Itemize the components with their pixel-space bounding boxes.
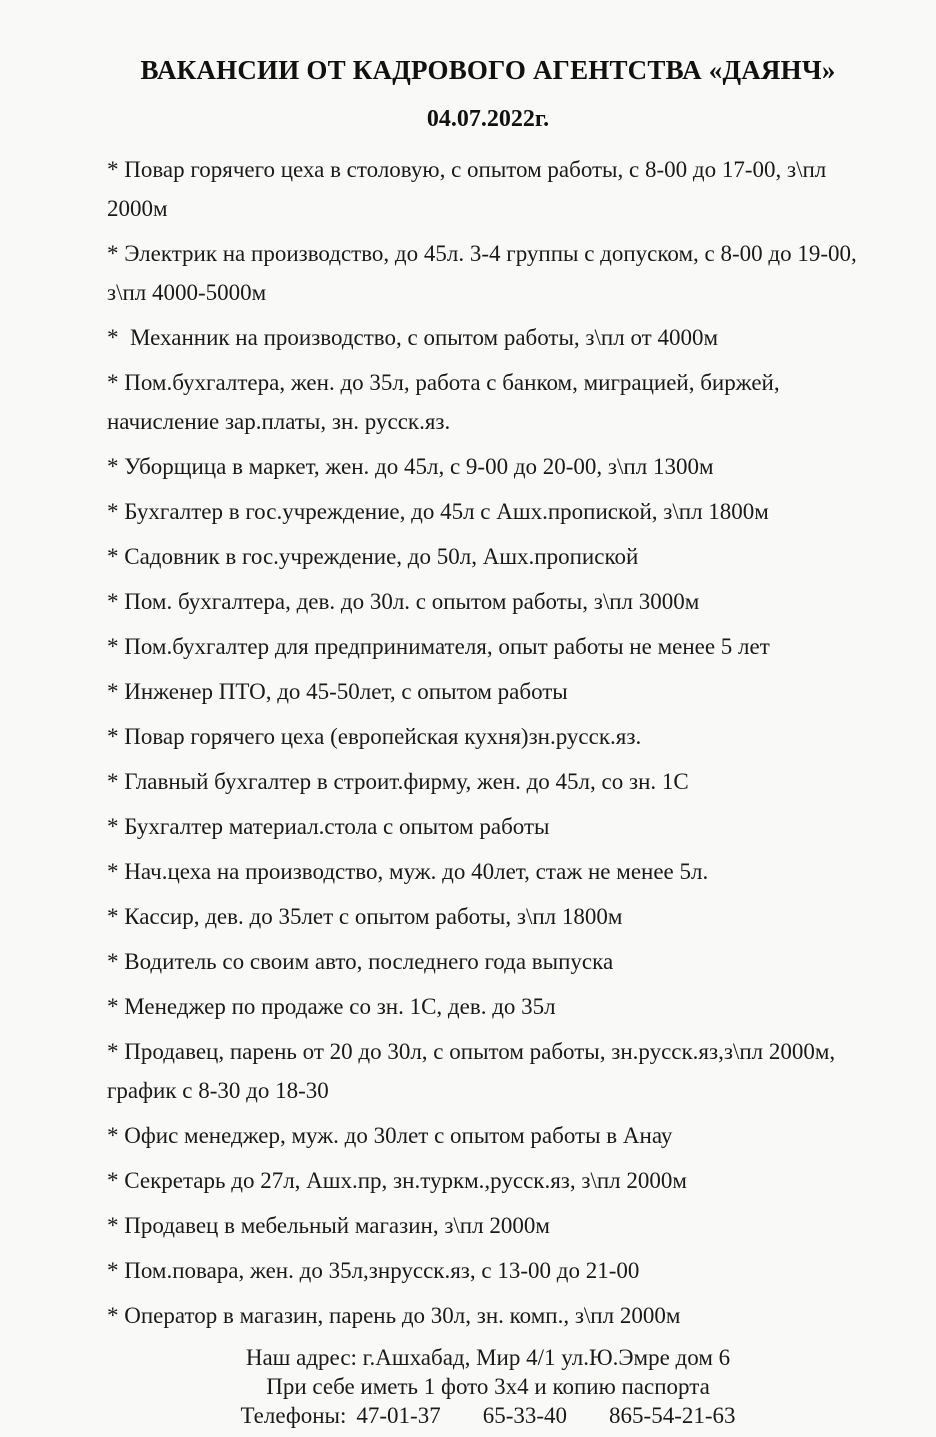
vacancy-bullet: * — [107, 499, 119, 524]
vacancy-text: Пом.бухгалтера, жен. до 35л, работа с банком, миграцией, биржей, начисление зар.платы, зн. русск.яз. — [107, 370, 786, 434]
vacancy-item — [107, 537, 869, 576]
footer-note: При себе иметь 1 фото 3х4 и копию паспорта — [266, 1374, 710, 1399]
vacancy-item — [107, 150, 869, 228]
document-footer — [107, 1343, 869, 1430]
vacancy-text: Менеджер по продаже со зн. 1С, дев. до 35л — [118, 994, 556, 1019]
vacancy-bullet: * — [107, 679, 119, 704]
vacancy-text: Механник на производство, с опытом работы, з\пл от 4000м — [118, 325, 718, 350]
vacancy-text: Повар горячего цеха в столовую, с опытом работы, с 8-00 до 17-00, з\пл 2000м — [107, 157, 833, 221]
phone-number: 65-33-40 — [482, 1403, 568, 1428]
footer-phones — [107, 1401, 869, 1430]
vacancy-text: Оператор в магазин, парень до 30л, зн. комп., з\пл 2000м — [118, 1303, 681, 1328]
vacancy-item — [107, 762, 869, 801]
vacancy-text: Офис менеджер, муж. до 30лет с опытом работы в Анау — [118, 1123, 673, 1148]
vacancy-bullet: * — [107, 859, 119, 884]
vacancy-text: Инженер ПТО, до 45-50лет, с опытом работы — [118, 679, 568, 704]
vacancy-item — [107, 1206, 869, 1245]
vacancy-text: Нач.цеха на производство, муж. до 40лет, стаж не менее 5л. — [118, 859, 709, 884]
vacancy-bullet: * — [107, 1168, 119, 1193]
vacancy-bullet: * — [107, 1303, 119, 1328]
phones-label: Телефоны: — [240, 1403, 347, 1428]
vacancy-text: Садовник в гос.учреждение, до 50л, Ашх.пропиской — [118, 544, 639, 569]
footer-address: Наш адрес: г.Ашхабад, Мир 4/1 ул.Ю.Эмре дом 6 — [245, 1345, 731, 1370]
vacancy-bullet: * — [107, 769, 119, 794]
vacancy-item — [107, 987, 869, 1026]
vacancy-text: Водитель со своим авто, последнего года выпуска — [118, 949, 614, 974]
vacancy-item — [107, 627, 869, 666]
vacancy-bullet: * — [107, 1258, 119, 1283]
document-date: 04.07.2022г. — [426, 106, 550, 132]
vacancy-bullet: * — [107, 949, 119, 974]
vacancy-item — [107, 1161, 869, 1200]
vacancy-text: Продавец, парень от 20 до 30л, с опытом работы, зн.русск.яз,з\пл 2000м, график с 8-30 до 18-30 — [107, 1039, 841, 1103]
vacancy-item — [107, 1116, 869, 1155]
vacancy-bullet: * — [107, 325, 119, 350]
vacancy-list — [107, 150, 869, 1335]
vacancy-bullet: * — [107, 370, 119, 395]
vacancy-text: Секретарь до 27л, Ашх.пр, зн.туркм.,русск.яз, з\пл 2000м — [118, 1168, 687, 1193]
vacancy-text: Электрик на производство, до 45л. 3-4 группы с допуском, с 8-00 до 19-00, з\пл 4000-5000м — [107, 241, 863, 305]
vacancy-text: Пом.бухгалтер для предпринимателя, опыт работы не менее 5 лет — [118, 634, 770, 659]
vacancy-item — [107, 234, 869, 312]
page-title: ВАКАНСИИ ОТ КАДРОВОГО АГЕНТСТВА «ДАЯНЧ» — [140, 55, 836, 85]
vacancy-bullet: * — [107, 241, 119, 266]
vacancy-item — [107, 717, 869, 756]
vacancy-bullet: * — [107, 544, 119, 569]
vacancy-item — [107, 582, 869, 621]
vacancy-text: Главный бухгалтер в строит.фирму, жен. до 45л, со зн. 1С — [118, 769, 689, 794]
vacancy-bullet: * — [107, 634, 119, 659]
vacancy-text: Бухгалтер в гос.учреждение, до 45л с Ашх.пропиской, з\пл 1800м — [118, 499, 769, 524]
vacancy-bullet: * — [107, 454, 119, 479]
vacancy-text: Уборщица в маркет, жен. до 45л, с 9-00 до 20-00, з\пл 1300м — [118, 454, 714, 479]
vacancy-text: Кассир, дев. до 35лет с опытом работы, з\пл 1800м — [118, 904, 623, 929]
vacancy-bullet: * — [107, 994, 119, 1019]
vacancy-item — [107, 807, 869, 846]
phone-number: 47-01-37 — [356, 1403, 441, 1428]
vacancy-bullet: * — [107, 1039, 119, 1064]
vacancy-text: Пом. бухгалтера, дев. до 30л. с опытом работы, з\пл 3000м — [118, 589, 700, 614]
vacancy-item — [107, 1296, 869, 1335]
vacancy-text: Продавец в мебельный магазин, з\пл 2000м — [118, 1213, 550, 1238]
vacancy-item — [107, 447, 869, 486]
vacancy-item — [107, 492, 869, 531]
vacancy-text: Бухгалтер материал.стола с опытом работы — [118, 814, 550, 839]
vacancy-bullet: * — [107, 904, 119, 929]
vacancy-bullet: * — [107, 1123, 119, 1148]
vacancy-bullet: * — [107, 589, 119, 614]
phone-number: 865-54-21-63 — [609, 1403, 736, 1428]
vacancy-bullet: * — [107, 814, 119, 839]
vacancy-bullet: * — [107, 724, 119, 749]
vacancy-bullet: * — [107, 157, 119, 182]
vacancy-item — [107, 363, 869, 441]
vacancy-bullet: * — [107, 1213, 119, 1238]
vacancy-item — [107, 942, 869, 981]
vacancy-item — [107, 1032, 869, 1110]
vacancy-item — [107, 852, 869, 891]
vacancy-item — [107, 318, 869, 357]
vacancy-text: Повар горячего цеха (европейская кухня)зн.русск.яз. — [118, 724, 642, 749]
vacancy-text: Пом.повара, жен. до 35л,знрусск.яз, с 13-00 до 21-00 — [118, 1258, 640, 1283]
vacancy-item — [107, 672, 869, 711]
vacancy-item — [107, 1251, 869, 1290]
vacancy-item — [107, 897, 869, 936]
